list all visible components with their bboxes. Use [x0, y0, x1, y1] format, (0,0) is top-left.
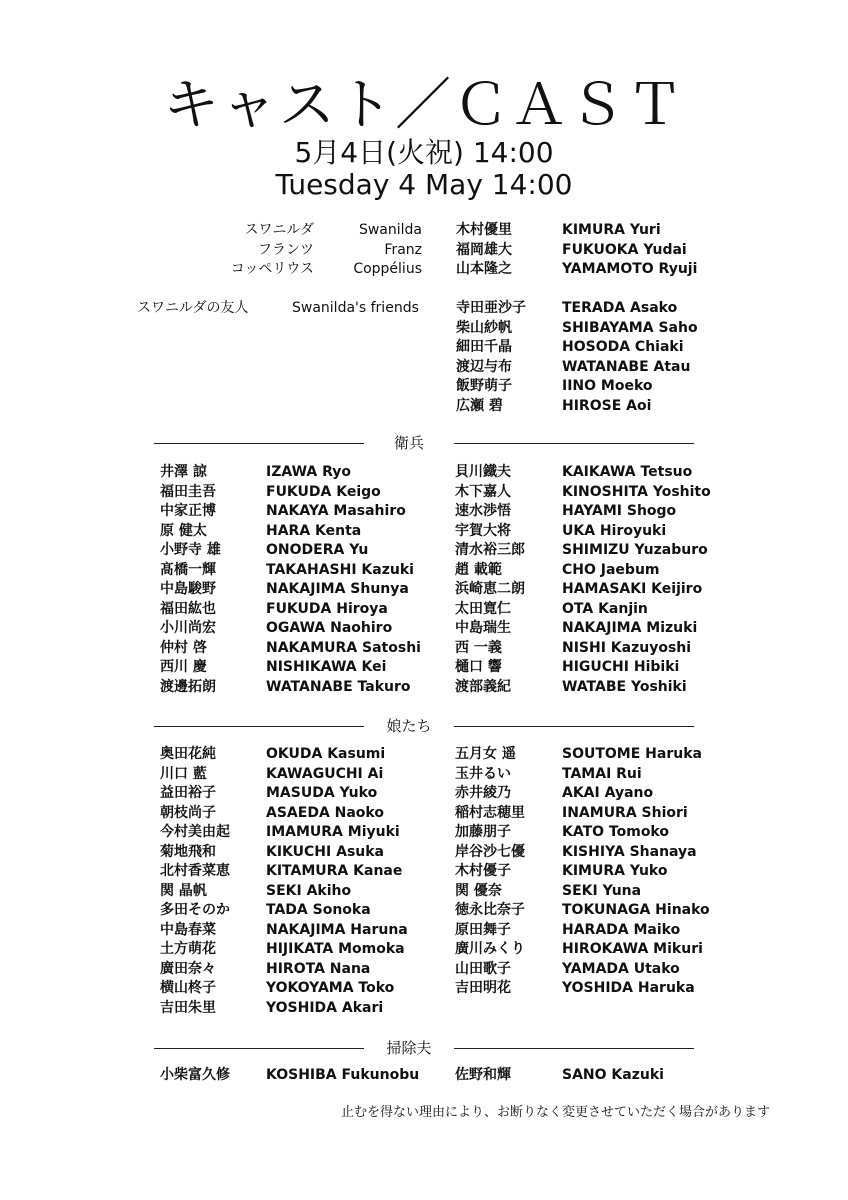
dancer-name-jp: 横山柊子 — [160, 980, 216, 996]
dancer-name-en: HOSODA Chiaki — [562, 339, 684, 355]
dancer-name-jp: 関 晶帆 — [160, 882, 207, 899]
daughters-row — [0, 900, 848, 920]
daughters-row — [0, 744, 848, 764]
dancer-name-en: WATANABE Takuro — [266, 678, 411, 695]
performance-date-en: Tuesday 4 May 14:00 — [275, 168, 573, 201]
dancer-name-en: SEKI Akiho — [266, 882, 352, 899]
lead-role-row — [0, 259, 848, 279]
dancer-name-en: YOKOYAMA Toko — [266, 980, 395, 996]
dancer-name-jp: 小野寺 雄 — [160, 542, 221, 558]
dancer-name-jp: 今村美由起 — [160, 824, 230, 840]
dancer-name-en: YOSHIDA Akari — [266, 999, 384, 1016]
dancer-name-en: IINO Moeko — [562, 378, 653, 394]
daughters-row — [0, 764, 848, 784]
dancer-name-en: HAYAMI Shogo — [562, 503, 677, 519]
friends-row — [0, 298, 848, 318]
dancer-name-jp: 西 一義 — [455, 639, 502, 656]
dancer-name-jp: 寺田亜沙子 — [456, 300, 526, 316]
guards-row — [0, 638, 848, 658]
dancer-name-jp: 髙橋一輝 — [160, 561, 216, 578]
dancer-name-jp: 木村優里 — [456, 222, 512, 238]
dancer-name-jp: 福岡雄大 — [456, 241, 512, 258]
dancer-name-jp: 菊地飛和 — [160, 843, 216, 860]
daughters-row — [0, 783, 848, 803]
dancer-name-jp: 小川尚宏 — [160, 620, 216, 636]
dancer-name-jp: 中島駿野 — [160, 581, 216, 597]
dancer-name-en: OTA Kanjin — [562, 600, 648, 617]
daughters-row — [0, 998, 848, 1018]
dancer-name-en: MASUDA Yuko — [266, 785, 378, 801]
dancer-name-en: KIKUCHI Asuka — [266, 843, 384, 860]
dancer-name-jp: 朝枝尚子 — [160, 804, 216, 821]
section-heading: 娘たち — [386, 717, 432, 735]
dancer-name-en: KAIKAWA Tetsuo — [562, 464, 693, 480]
dancer-name-en: NISHIKAWA Kei — [266, 659, 387, 675]
dancer-name-en: KITAMURA Kanae — [266, 863, 403, 879]
dancer-name-jp: 奥田花純 — [160, 746, 216, 762]
role-name-en: Swanilda's friends — [292, 300, 419, 316]
dancer-name-jp: 貝川鐵夫 — [455, 464, 511, 480]
dancer-name-jp: 飯野萌子 — [456, 378, 512, 394]
dancer-name-en: NAKAYA Masahiro — [266, 503, 406, 519]
dancer-name-jp: 浜崎恵二朗 — [455, 581, 525, 597]
dancer-name-en: YAMAMOTO Ryuji — [562, 261, 698, 277]
dancer-name-en: SOUTOME Haruka — [562, 746, 702, 762]
dancer-name-jp: 渡邊拓朗 — [160, 678, 216, 695]
dancer-name-en: NAKAJIMA Haruna — [266, 921, 408, 938]
dancer-name-en: INAMURA Shiori — [562, 804, 688, 821]
guards-row — [0, 560, 848, 580]
dancer-name-en: IZAWA Ryo — [266, 464, 351, 480]
dancer-name-jp: 吉田明花 — [455, 980, 511, 996]
section-heading: 掃除夫 — [386, 1039, 432, 1057]
section-heading: 衛兵 — [393, 434, 424, 452]
dancer-name-jp: 木下嘉人 — [455, 483, 511, 500]
dancer-name-en: SANO Kazuki — [562, 1067, 664, 1083]
dancer-name-en: WATABE Yoshiki — [562, 678, 687, 695]
dancer-name-en: FUKUDA Hiroya — [266, 600, 388, 617]
guards-row — [0, 599, 848, 619]
dancer-name-jp: 佐野和輝 — [455, 1067, 511, 1083]
divider-line — [154, 726, 364, 727]
daughters-row — [0, 939, 848, 959]
daughters-row — [0, 881, 848, 901]
guards-row — [0, 677, 848, 697]
daughters-row — [0, 920, 848, 940]
dancer-name-en: TOKUNAGA Hinako — [562, 902, 710, 918]
dancer-name-en: YAMADA Utako — [562, 960, 680, 977]
sweepers-row — [0, 1065, 848, 1085]
dancer-name-jp: 渡辺与布 — [456, 358, 512, 375]
dancer-name-jp: 吉田朱里 — [160, 999, 216, 1016]
daughters-row — [0, 959, 848, 979]
divider-line — [454, 443, 694, 444]
dancer-name-jp: 五月女 遥 — [455, 746, 516, 762]
dancer-name-jp: 加藤朋子 — [455, 824, 511, 840]
dancer-name-jp: 趙 載範 — [455, 561, 502, 578]
dancer-name-jp: 岸谷沙七優 — [455, 843, 525, 860]
change-notice: 止むを得ない理由により、お断りなく変更させていただく場合があります — [340, 1105, 770, 1120]
dancer-name-jp: 中島春菜 — [160, 921, 216, 938]
dancer-name-en: NAKAMURA Satoshi — [266, 639, 421, 656]
dancer-name-en: HARA Kenta — [266, 522, 362, 539]
dancer-name-en: OKUDA Kasumi — [266, 746, 386, 762]
dancer-name-jp: 太田寛仁 — [455, 600, 511, 617]
dancer-name-jp: 宇賀大将 — [455, 522, 511, 539]
role-name-jp: スワニルダ — [244, 222, 314, 238]
friends-row — [0, 396, 848, 416]
daughters-row — [0, 822, 848, 842]
dancer-name-jp: 北村香菜恵 — [160, 863, 230, 879]
role-name-jp: スワニルダの友人 — [137, 300, 249, 316]
daughters-row — [0, 861, 848, 881]
dancer-name-en: HARADA Maiko — [562, 921, 681, 938]
friends-row — [0, 357, 848, 377]
dancer-name-jp: 川口 藍 — [160, 765, 207, 782]
dancer-name-jp: 中家正博 — [160, 503, 216, 519]
guards-row — [0, 579, 848, 599]
guards-row — [0, 540, 848, 560]
dancer-name-en: ASAEDA Naoko — [266, 804, 384, 821]
role-name-jp: フランツ — [258, 241, 314, 258]
dancer-name-jp: 玉井るい — [455, 765, 511, 782]
section-divider-sweepers — [154, 1038, 694, 1058]
dancer-name-jp: 廣田奈々 — [160, 960, 216, 977]
dancer-name-jp: 関 優奈 — [455, 882, 502, 899]
dancer-name-en: HIGUCHI Hibiki — [562, 659, 680, 675]
divider-line — [454, 1048, 694, 1049]
performance-date-jp: 5月4日(火祝) 14:00 — [294, 136, 554, 169]
dancer-name-en: HIROTA Nana — [266, 960, 371, 977]
dancer-name-jp: 仲村 啓 — [160, 639, 207, 656]
guards-row — [0, 501, 848, 521]
dancer-name-en: FUKUOKA Yudai — [562, 241, 687, 258]
dancer-name-en: HAMASAKI Keijiro — [562, 581, 703, 597]
role-name-en: Franz — [384, 241, 422, 258]
dancer-name-en: TAKAHASHI Kazuki — [266, 561, 414, 578]
dancer-name-en: KIMURA Yuri — [562, 222, 661, 238]
dancer-name-jp: 山田歌子 — [455, 960, 511, 977]
dancer-name-en: KISHIYA Shanaya — [562, 843, 697, 860]
guards-row — [0, 657, 848, 677]
dancer-name-en: YOSHIDA Haruka — [562, 980, 695, 996]
friends-row — [0, 376, 848, 396]
dancer-name-en: IMAMURA Miyuki — [266, 824, 400, 840]
friends-row — [0, 337, 848, 357]
dancer-name-en: KAWAGUCHI Ai — [266, 765, 384, 782]
dancer-name-jp: 渡部義紀 — [455, 678, 511, 695]
divider-line — [154, 443, 364, 444]
dancer-name-jp: 土方萌花 — [160, 941, 216, 957]
dancer-name-en: FUKUDA Keigo — [266, 483, 381, 500]
dancer-name-jp: 清水裕三郎 — [455, 542, 525, 558]
role-name-en: Swanilda — [358, 222, 422, 238]
dancer-name-en: KOSHIBA Fukunobu — [266, 1067, 420, 1083]
guards-row — [0, 482, 848, 502]
dancer-name-jp: 赤井綾乃 — [455, 785, 511, 801]
guards-row — [0, 462, 848, 482]
dancer-name-jp: 福田紘也 — [160, 600, 216, 617]
dancer-name-en: WATANABE Atau — [562, 358, 691, 375]
dancer-name-en: TERADA Asako — [562, 300, 678, 316]
role-name-jp: コッペリウス — [230, 261, 314, 277]
dancer-name-en: SHIBAYAMA Saho — [562, 319, 698, 336]
dancer-name-en: KIMURA Yuko — [562, 863, 668, 879]
divider-line — [454, 726, 694, 727]
page-title: キャスト／ＣＡＳＴ — [163, 73, 685, 138]
dancer-name-jp: 稲村志穂里 — [455, 804, 525, 821]
dancer-name-en: ONODERA Yu — [266, 542, 369, 558]
dancer-name-en: AKAI Ayano — [562, 785, 654, 801]
dancer-name-jp: 徳永比奈子 — [455, 902, 525, 918]
dancer-name-en: TADA Sonoka — [266, 902, 371, 918]
dancer-name-jp: 柴山紗帆 — [456, 319, 512, 336]
dancer-name-jp: 福田圭吾 — [160, 483, 216, 500]
dancer-name-jp: 原 健太 — [160, 522, 207, 539]
daughters-row — [0, 842, 848, 862]
role-name-en: Coppélius — [353, 261, 422, 277]
guards-row — [0, 618, 848, 638]
friends-row — [0, 318, 848, 338]
dancer-name-en: TAMAI Rui — [562, 765, 642, 782]
divider-line — [154, 1048, 364, 1049]
dancer-name-en: KINOSHITA Yoshito — [562, 483, 711, 500]
dancer-name-en: HIROSE Aoi — [562, 397, 652, 414]
guards-row — [0, 521, 848, 541]
dancer-name-jp: 小柴富久修 — [160, 1067, 230, 1083]
lead-role-row — [0, 240, 848, 260]
dancer-name-jp: 速水渉悟 — [455, 503, 511, 519]
daughters-row — [0, 803, 848, 823]
dancer-name-jp: 原田舞子 — [455, 921, 511, 938]
dancer-name-jp: 西川 慶 — [160, 659, 207, 675]
dancer-name-en: OGAWA Naohiro — [266, 620, 393, 636]
dancer-name-en: NAKAJIMA Shunya — [266, 581, 409, 597]
dancer-name-en: NISHI Kazuyoshi — [562, 639, 692, 656]
section-divider-daughters — [154, 716, 694, 736]
dancer-name-jp: 益田裕子 — [160, 785, 216, 801]
dancer-name-jp: 木村優子 — [455, 863, 511, 879]
lead-role-row — [0, 220, 848, 240]
dancer-name-en: HIJIKATA Momoka — [266, 941, 405, 957]
dancer-name-en: NAKAJIMA Mizuki — [562, 620, 698, 636]
daughters-row — [0, 978, 848, 998]
dancer-name-jp: 中島瑞生 — [455, 620, 511, 636]
dancer-name-jp: 廣川みくり — [455, 941, 525, 957]
dancer-name-jp: 井澤 諒 — [160, 464, 207, 480]
dancer-name-en: HIROKAWA Mikuri — [562, 941, 703, 957]
dancer-name-jp: 山本隆之 — [456, 261, 512, 277]
dancer-name-en: SEKI Yuna — [562, 882, 642, 899]
dancer-name-en: SHIMIZU Yuzaburo — [562, 542, 708, 558]
dancer-name-jp: 樋口 響 — [455, 659, 502, 675]
dancer-name-jp: 広瀬 碧 — [456, 397, 503, 414]
dancer-name-en: UKA Hiroyuki — [562, 522, 667, 539]
dancer-name-jp: 多田そのか — [160, 902, 230, 918]
section-divider-guards — [154, 433, 694, 453]
dancer-name-en: CHO Jaebum — [562, 561, 660, 578]
dancer-name-jp: 細田千晶 — [456, 339, 512, 355]
dancer-name-en: KATO Tomoko — [562, 824, 669, 840]
